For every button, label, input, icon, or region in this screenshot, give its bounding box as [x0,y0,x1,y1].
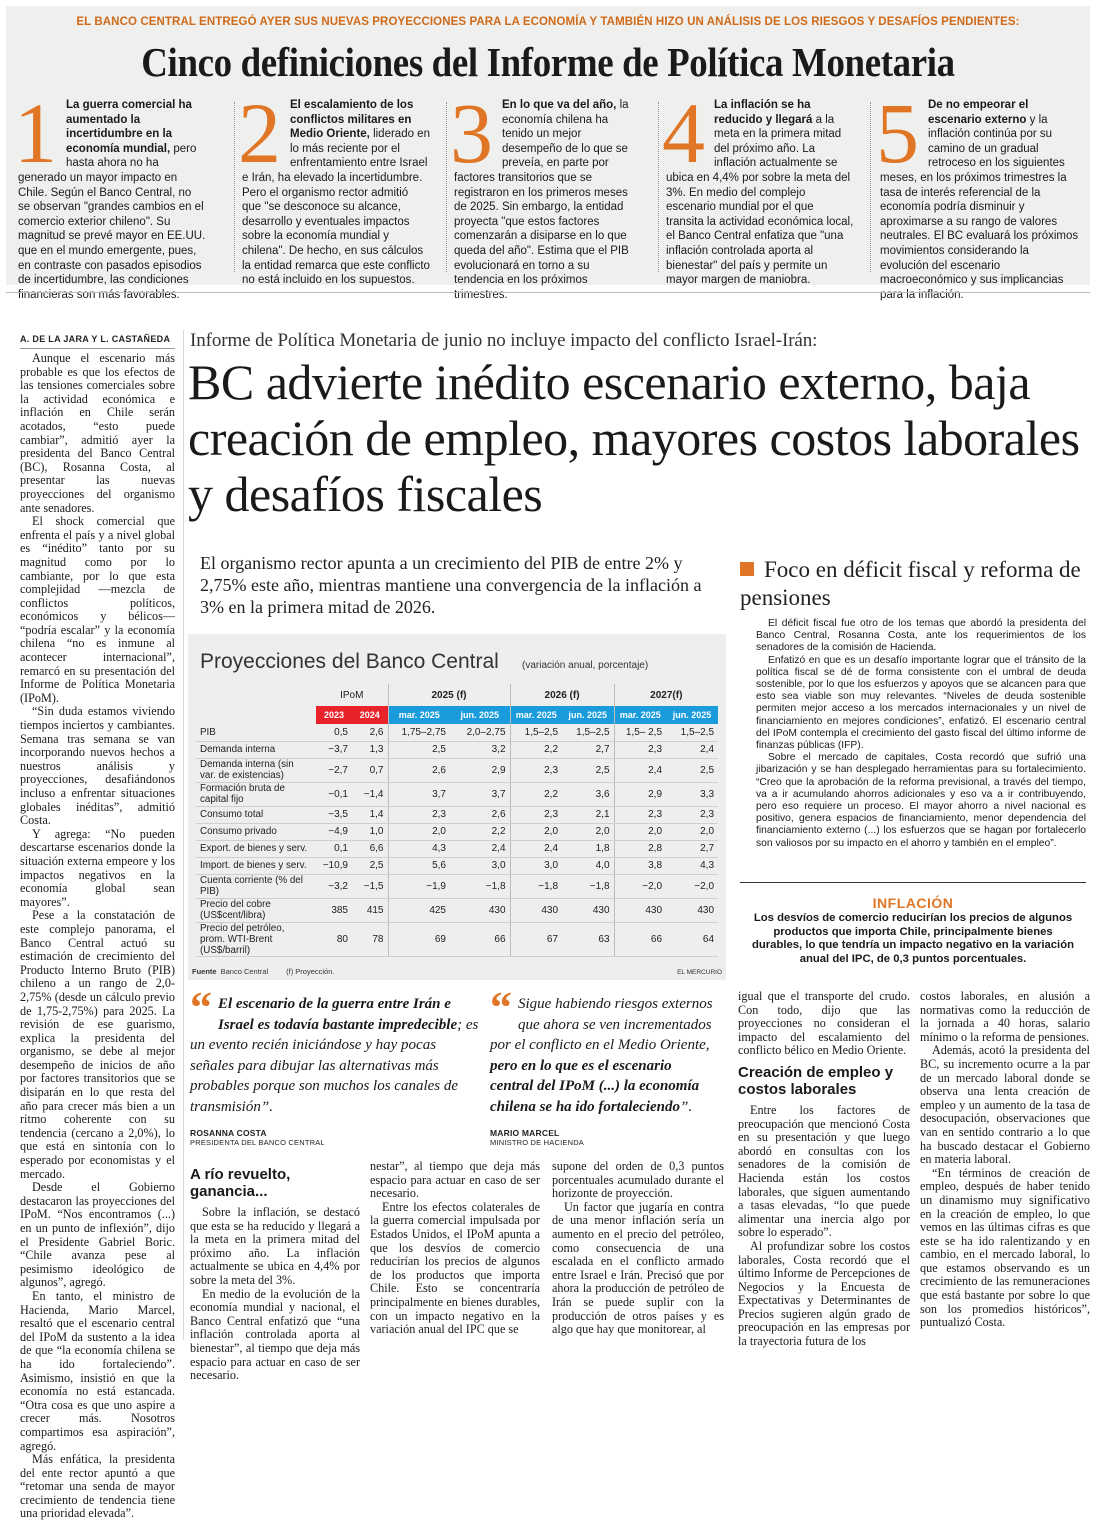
table-row [196,782,718,806]
table-cell: −1,8 [510,874,562,898]
article-column-1 [20,351,175,1521]
row-label: Import. de bienes y serv. [196,857,316,874]
definition-number: 5 [876,85,919,181]
divider [234,102,235,272]
table-row [196,857,718,874]
row-label: Consumo total [196,806,316,823]
table-cell: 2,4 [450,840,510,857]
quote-bold: pero en lo que es el escenario central del IPoM (...) la economía chilena se ha ido fortaleciendo [490,1057,700,1115]
table-cell: 78 [352,922,388,956]
table-cell: 415 [352,898,388,922]
table-cell: −4,9 [316,823,352,840]
table-cell: −1,5 [352,874,388,898]
definition-4 [662,85,854,287]
paragraph: costos laborales, en alusión a normativas como la reducción de la jornada a 40 horas, salario mínimo o la reforma de pensiones. [920,989,1090,1044]
quote-mark-icon: “ [190,983,212,1032]
quote-role: PRESIDENTA DEL BANCO CENTRAL [190,1138,325,1147]
definition-number: 3 [450,85,493,181]
column-header: mar. 2025 [510,706,562,724]
paragraph: Además, acotó la presidenta del BC, su incremento ocurre a la par de un mercado laboral donde se observa una lenta creación de empleo y un aumento de la tasa de desocupación, observaciones que van en sentido contrario a lo que ha buscado destacar el Gobierno en materia laboral. [920,1043,1090,1167]
table-cell: 66 [450,922,510,956]
paragraph: Al profundizar sobre los costos laborales, Costa recordó que el último Informe de Percepciones de Negocios y la Encuesta de Expectativas y Determinantes de Precios sugieren algún grado de preocupación en las empresas por la trayectoria futura de los [738,1238,910,1349]
paragraph: Enfatizó en que es un desafío importante lograr que el tránsito de la política fiscal se dé de forma consistente con el umbral de deuda sostenible, por lo que los esfuerzos y apoyos que se alcancen para que esto sea viable son muy relevantes. “Niveles de deuda sostenible permiten mejor acceso a los mercados internacionales y un nivel de financiamiento en mejores condiciones”, enfatizó. El escenario central del IPoM contempla el crecimiento del gasto fiscal del último informe de finanzas públicas (IFP). [756,654,1086,752]
article-column-3 [370,1160,540,1340]
headline: BC advierte inédito escenario externo, baja creación de empleo, mayores costos laborales y desafíos fiscales [188,354,1080,522]
table-cell: −3,7 [316,741,352,758]
table-cell: 5,6 [388,857,450,874]
definition-lead: El escalamiento de los conflictos militares en Medio Oriente, [290,99,414,141]
table-cell: 1,5–2,5 [510,724,562,741]
chart-title: Proyecciones del Banco Central [200,650,499,673]
table-cell: 2,2 [510,782,562,806]
quote-marcel [490,983,718,1117]
table-row [196,898,718,922]
paragraph: Sobre el mercado de capitales, Costa recordó que sufrió una jibarización y se han desplegado herramientas para su fortalecimiento. “Creo que la aprobación de la reforma previsional, a través del tiempo, va a ir acumulando ahorros adicionales y eso va a ir contribuyendo, pero eso requiere un proceso. El mayor ahorro a nivel nacional es positivo, genera espacios de financiamiento, menor dependencia del financiamiento externo (...) los esfuerzos que se hagan por fortalecerlo son valiosos por su impacto en el ahorro y también en el empleo”. [756,752,1086,849]
table-cell: −2,0 [666,874,718,898]
table-row [196,806,718,823]
paragraph: Entre los efectos colaterales de la guerra comercial impulsada por Estados Unidos, el IPoM apunta a que los desvíos de comercio reducirían los precios de algunos de los productos que importa Chile. Esto se concentraría principalmente en bienes durables, con un impacto negativo en la variación anual del IPC que se [370,1199,540,1337]
chart-source [192,967,334,976]
subhead: A río revuelto, ganancia... [190,1166,291,1200]
row-label: Cuenta corriente (% del PIB) [196,874,316,898]
row-label: Export. de bienes y serv. [196,840,316,857]
table-cell: 2,6 [388,758,450,782]
quote-text: ”. [680,1098,693,1115]
table-cell: 4,3 [388,840,450,857]
box-title: Cinco definiciones del Informe de Política Monetaria [141,39,955,85]
column-header: mar. 2025 [614,706,666,724]
definition-body: y la inflación continúa por su camino de un gradual retroceso en los siguientes meses, en los próximos trimestres la tasa de interés referencial de la economía podría disminuir y aproximarse a su rango de valores neutrales. El BC evaluará los próximos movimientos considerando la evolución del escenario macroeconómico y sus implicancias para la inflación. [880,113,1079,301]
table-cell: 430 [510,898,562,922]
definition-lead: De no empeorar el escenario externo [928,99,1029,126]
definition-3 [450,85,642,301]
table-cell: 3,0 [510,857,562,874]
definition-2 [238,85,430,287]
paragraph: igual que el transporte del crudo. Con todo, dijo que las proyecciones no consideran el impacto del escalamiento del conflicto bélico en Medio Oriente. [738,989,910,1058]
table-cell: 1,5–2,5 [666,724,718,741]
table-cell: 2,6 [352,724,388,741]
table-cell: 69 [388,922,450,956]
table-cell: 2,7 [562,741,614,758]
table-cell: 430 [450,898,510,922]
table-cell: 2,9 [450,758,510,782]
row-label: PIB [196,724,316,741]
section-rule [6,292,1090,293]
column-header: jun. 2025 [562,706,614,724]
table-cell: −1,8 [450,874,510,898]
table-cell: −1,9 [388,874,450,898]
table-cell: 2,8 [614,840,666,857]
table-cell: 2,4 [614,758,666,782]
table-cell: −2,7 [316,758,352,782]
sidebar-rule [740,882,1086,883]
byline-rule [20,348,175,349]
table-cell: 3,6 [562,782,614,806]
table-cell: 1,75–2,75 [388,724,450,741]
table-cell: 2,0 [666,823,718,840]
table-cell: 2,3 [510,806,562,823]
definition-5 [876,85,1080,301]
table-cell: −1,4 [352,782,388,806]
article-column-2 [190,1160,360,1383]
paragraph: El shock comercial que enfrenta el país y a nivel global es “inédito” tanto por su magnitud como por lo cambiante, por lo que esta complejidad —mezcla de conflictos políticos, económicos y bélicos— “podría escalar” y la economía chilena “no es inmune al acontecer internacional”, remarcó en su presentación del Informe de Política Monetaria (IPoM). [20,514,175,705]
table-cell: 3,7 [450,782,510,806]
table-cell: −10,9 [316,857,352,874]
table-cell: −0,1 [316,782,352,806]
sidebar-body [756,618,1086,876]
table-cell: 1,8 [562,840,614,857]
table-cell: 2,3 [614,741,666,758]
row-label: Demanda interna [196,741,316,758]
projections-table-box [188,634,726,980]
table-cell: 2,5 [562,758,614,782]
divider [870,102,871,272]
divider [446,102,447,272]
quote-mark-icon: “ [490,983,512,1032]
group-header: 2025 (f) [388,684,510,706]
paragraph: En tanto, el ministro de Hacienda, Mario Marcel, resaltó que el escenario central del IPoM da sustento a la idea de que “la economía chilena se ha ido fortaleciendo”. Asimismo, insistió en que la economía no está estancada. “Otra cosa es que uno aspire a crecer más. Nosotros compartimos esa aspiración”, agregó. [20,1288,175,1453]
paragraph: Y agrega: “No pueden descartarse escenarios donde la situación externa empeore y los impactos negativos en la economía global sean mayores”. [20,826,175,909]
table-cell: 80 [316,922,352,956]
table-cell: 2,2 [510,741,562,758]
paragraph: “Sin duda estamos viviendo tiempos inciertos y cambiantes. Semana tras semana se van incorporando nuevos hechos a nuestros análisis y proyecciones, desafiándonos incluso a enfrentar situaciones globales inéditas”, admitió Costa. [20,704,175,828]
quote-text: ; es un evento recién iniciándose y hay pocas señales para dibujar las alternativas más probables porque son muchos los canales de transmisión”. [190,1016,479,1115]
table-cell: 1,0 [352,823,388,840]
definition-number: 2 [238,85,281,181]
table-cell: 2,5 [666,758,718,782]
table-cell: 2,5 [352,857,388,874]
paragraph: Entre los factores de preocupación que mencionó Costa en su presentación y que luego abordó en consultas con los senadores de la comisión de Hacienda están los costos laborales, que siguen aumentando a tasas elevadas, “lo que puede alimentar una inercia algo por sobre lo esperado”. [738,1102,910,1240]
table-cell: 3,0 [450,857,510,874]
definition-lead: La guerra comercial ha aumentado la incertidumbre en la economía mundial, [66,99,192,155]
table-cell: 2,4 [510,840,562,857]
table-cell: 0,1 [316,840,352,857]
definition-lead: La inflación se ha reducido y llegará [714,99,813,126]
table-cell: 2,0 [614,823,666,840]
row-label: Precio del cobre (US$cent/libra) [196,898,316,922]
divider [658,102,659,272]
deck: El organismo rector apunta a un crecimiento del PIB de entre 2% y 2,75% este año, mientras mantiene una convergencia de la inflación a 3% en la primera mitad de 2026. [200,553,702,617]
quote-name: ROSANNA COSTA [190,1128,267,1138]
table-cell: 3,7 [388,782,450,806]
paragraph: Pese a la constatación de este complejo panorama, el Banco Central actuó su estimación de crecimiento del Producto Interno Bruto (PIB) chileno a un rango de 2,0-2,75% (desde un cálculo previo de 1,75-2,75%) para 2025. La revisión de ese guarismo, explica la presidenta del organismo, se debe al mejor desempeño de inicios de año por factores transitorios que se disiparán en lo que resta del año para crecer más bien a un ritmo coherente con su tendencia (cercano a 2,0%), lo que está en sintonía con lo esperado por economistas y el mercado. [20,908,175,1181]
table-row [196,922,718,956]
table-cell: 2,6 [450,806,510,823]
table-cell: 2,1 [562,806,614,823]
definition-lead: En lo que va del año, [502,99,617,111]
paragraph: nestar”, al tiempo que deja más espacio para actuar en caso de ser necesario. [370,1159,540,1201]
table-cell: 2,0 [510,823,562,840]
table-cell: 1,3 [352,741,388,758]
table-cell: 4,3 [666,857,718,874]
overline: Informe de Política Monetaria de junio no incluye impacto del conflicto Israel-Irán: [190,330,818,351]
paragraph: supone del orden de 0,3 puntos porcentuales acumulado durante el horizonte de proyección. [552,1159,724,1201]
paragraph: Desde el Gobierno destacaron las proyecciones del IPoM. “Nos encontramos (...) en un punto de inflexión”, dijo el Presidente Gabriel Boric. “Chile avanza pese al pesimismo ideológico de algunos”, agregó. [20,1180,175,1290]
table-row [196,758,718,782]
table-cell: 3,3 [666,782,718,806]
definition-number: 1 [14,85,57,181]
group-header: 2026 (f) [510,684,614,706]
table-row [196,741,718,758]
column-header: 2023 [316,706,352,724]
projections-table [196,684,718,957]
table-cell: 64 [666,922,718,956]
definition-body: a la meta en la primera mitad del próximo año. La inflación actualmente se ubica en 4,4% por sobre la meta del 3%. En medio del complejo escenario mundial por el que transita la actividad económica local, el Banco Central enfatiza que "una inflación controlada aporta al bienestar" del país y permite un mayor margen de maniobra. [666,113,854,287]
table-cell: 430 [614,898,666,922]
byline: A. DE LA JARA Y L. CASTAÑEDA [20,334,171,344]
table-cell: 3,8 [614,857,666,874]
table-cell: −1,8 [562,874,614,898]
paragraph: Un factor que jugaría en contra de una menor inflación sería un aumento en el precio del petróleo, como consecuencia de una escalada en el conflicto armado entre Israel e Irán. Precisó que por ahora la producción de petróleo de Irán se puede suplir con la producción de otros países y es algo que hay que monitorear, al [552,1199,724,1337]
table-cell: 2,4 [666,741,718,758]
table-cell: 2,3 [666,806,718,823]
definition-number: 4 [662,85,705,181]
subhead: Creación de empleo y costos laborales [738,1063,894,1098]
five-definitions-box [6,6,1090,301]
table-cell: 2,9 [614,782,666,806]
column-header: jun. 2025 [450,706,510,724]
table-cell: −3,5 [316,806,352,823]
inflation-body: Los desvíos de comercio reducirían los precios de algunos productos que importa Chile, principalmente bienes durables, lo que tendría un impacto negativo en la variación anual del IPC, de 0,3 puntos porcentuales. [751,912,1075,965]
table-row [196,724,718,741]
group-header: IPoM [340,689,364,701]
paragraph: Aunque el escenario más probable es que los efectos de las tensiones comerciales sobre la actividad económica e inflación en Chile serán acotados, “esto puede cambiar”, admitió ayer la presidenta del Banco Central (BC), Rosanna Costa, al presentar las nuevas proyecciones del organismo ante senadores. [20,351,175,515]
table-cell: −3,2 [316,874,352,898]
table-cell: 1,5–2,5 [562,724,614,741]
source-value: Banco Central [220,967,269,976]
quote-bold: El escenario de la guerra entre Irán e Israel es todavía bastante impredecible [218,996,458,1033]
paragraph: El déficit fiscal fue otro de los temas que abordó la presidenta del Banco Central, Rosanna Costa, ante los requerimientos de los senadores de la comisión de Hacienda. [756,618,1086,654]
source-label: Fuente [192,967,217,976]
column-header: jun. 2025 [666,706,718,724]
article-column-5 [738,989,910,1349]
quote-costa [190,983,482,1117]
sidebar-title: Foco en déficit fiscal y reforma de pensiones [740,557,1081,610]
table-cell: 1,5– 2,5 [614,724,666,741]
paragraph: En medio de la evolución de la economía mundial y nacional, el Banco Central enfatizó que “una inflación controlada aporta al bienestar”, al tiempo que deja más espacio para actuar en caso de ser necesario. [190,1286,360,1383]
quote-text: Sigue habiendo riesgos externos que ahora se ven incrementados por el conflicto en el Medio Oriente, [490,996,713,1053]
table-cell: 6,6 [352,840,388,857]
table-cell: 425 [388,898,450,922]
table-cell: 2,0 [388,823,450,840]
column-rule [183,330,184,1340]
table-row [196,823,718,840]
table-cell: 385 [316,898,352,922]
quote-role: MINISTRO DE HACIENDA [490,1138,585,1147]
table-row [196,874,718,898]
table-cell: 63 [562,922,614,956]
definition-1 [14,85,206,301]
table-cell: 2,3 [614,806,666,823]
row-label: Consumo privado [196,823,316,840]
table-cell: 66 [614,922,666,956]
table-cell: 430 [562,898,614,922]
table-cell: 2,0–2,75 [450,724,510,741]
orange-square-icon [740,562,754,576]
chart-subtitle: (variación anual, porcentaje) [522,660,649,671]
definition-body: la economía chilena ha tenido un mejor desempeño de lo que se preveía, en parte por factores transitorios que se registraron en los primeros meses de 2025. Sin embargo, la entidad proyecta "que estos factores comenzarán a disiparse en lo que queda del año". Estima que el PIB evolucionará en torno a su tendencia en los próximos trimestres. [454,99,629,301]
table-cell: 0,7 [352,758,388,782]
table-cell: −2,0 [614,874,666,898]
table-cell: 2,5 [388,741,450,758]
table-cell: 4,0 [562,857,614,874]
table-cell: 2,0 [562,823,614,840]
table-row [196,840,718,857]
paragraph: Sobre la inflación, se destacó que esta se ha reducido y llegará a la meta en la primera mitad del próximo año. La inflación actualmente se ubica en 4,4% por sobre la meta del 3%. [190,1205,360,1287]
definition-body: pero hasta ahora no ha generado un mayor impacto en Chile. Según el Banco Central, no se observan "grandes cambios en el comercio exterior chileno". Su magnitud se prevé mayor en EE.UU. que en el mundo emergente, pues, en contraste con pasados episodios de incertidumbre, las condiciones financieras son más favorables. [18,142,206,301]
column-header: 2024 [352,706,388,724]
table-cell: 2,2 [450,823,510,840]
row-label: Precio del petróleo, prom. WTI-Brent (US$/barril) [196,922,316,956]
table-cell: 430 [666,898,718,922]
row-label: Demanda interna (sin var. de existencias) [196,758,316,782]
row-label: Formación bruta de capital fijo [196,782,316,806]
table-cell: 67 [510,922,562,956]
table-cell: 2,3 [510,758,562,782]
table-cell: 3,2 [450,741,510,758]
table-cell: 2,3 [388,806,450,823]
kicker: EL BANCO CENTRAL ENTREGÓ AYER SUS NUEVAS PROYECCIONES PARA LA ECONOMÍA Y TAMBIÉN HIZO UN ANÁLISIS DE LOS RIESGOS Y DESAFÍOS PENDIENTES: [76,16,1020,28]
paragraph: Más enfática, la presidenta del ente rector apuntó a que “retomar una senda de mayor crecimiento de tendencia tiene una prioridad elevada”. [20,1452,175,1521]
quote-name: MARIO MARCEL [490,1128,560,1138]
quote-attribution [490,1128,584,1148]
definition-body: liderado en lo más reciente por el enfrentamiento entre Israel e Irán, ha elevado la incertidumbre. Pero el organismo rector admitió que "se desconoce su alcance, desarrollo y eventuales impactos sobre la economía mundial y chilena". De hecho, en sus cálculos la entidad remarca que este conflicto no está incluido en los supuestos. [242,128,430,287]
article-column-6 [920,990,1090,1340]
chart-credit: EL MERCURIO [677,969,722,976]
quote-attribution [190,1128,325,1148]
projection-note: (f) Proyección. [286,967,335,976]
inflation-title: INFLACIÓN [872,895,954,911]
paragraph: “En términos de creación de empleo, después de haber tenido un dinamismo muy significativo en la creación de empleo, lo que vemos en las últimas cifras es que este se ha ido ralentizando y en cambio, en el mercado laboral, lo que estamos observando es un crecimiento de las remuneraciones que está bastante por sobre lo que son los promedios históricos”, puntualizó Costa. [920,1165,1090,1330]
column-header: mar. 2025 [388,706,450,724]
article-column-4 [552,1160,724,1340]
table-cell: 2,7 [666,840,718,857]
group-header: 2027(f) [614,684,718,706]
table-cell: 1,4 [352,806,388,823]
table-cell: 0,5 [316,724,352,741]
